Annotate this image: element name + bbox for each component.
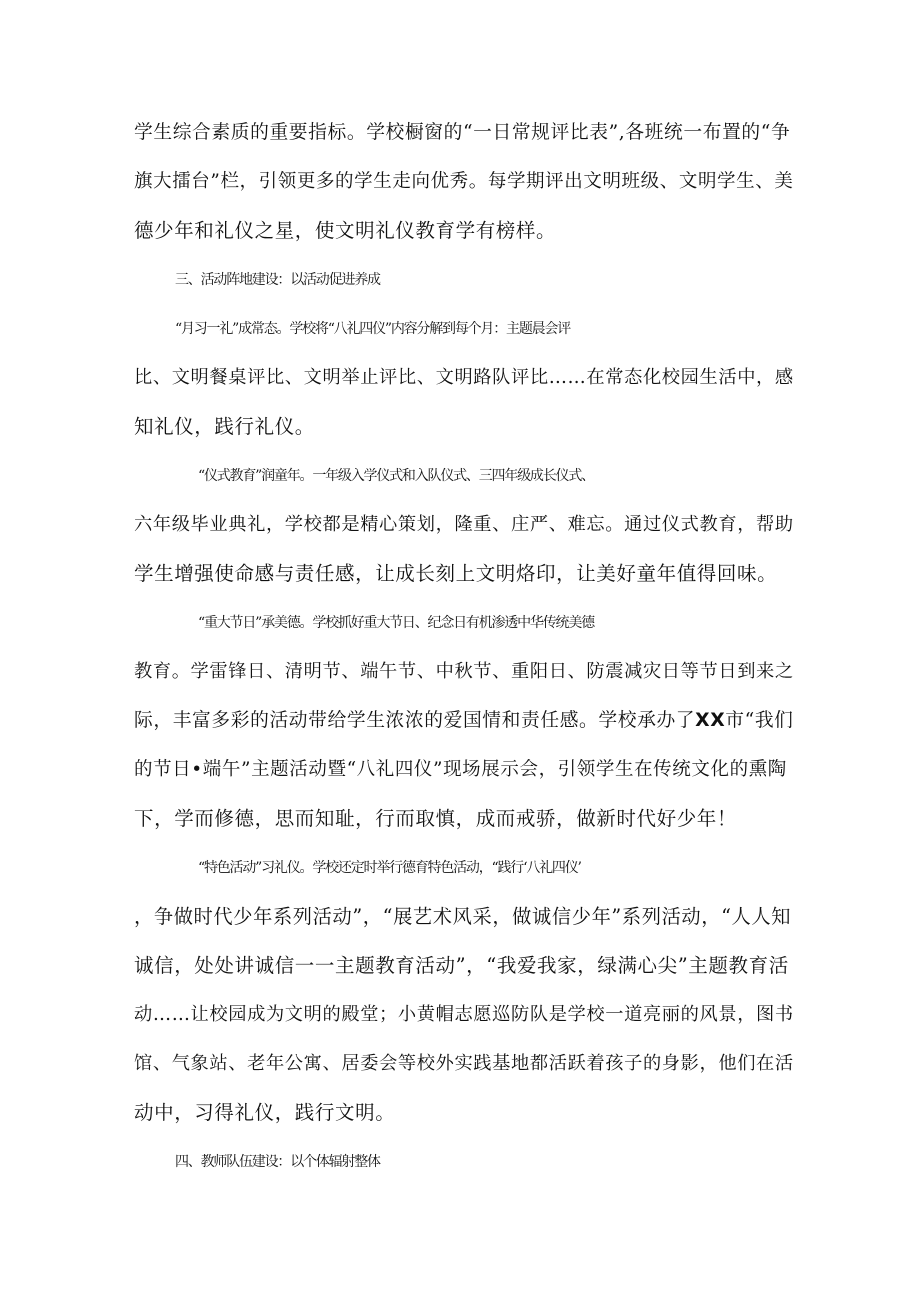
- text-line: 学生综合素质的重要指标。学校橱窗的“一日常规评比表”,各班统一布置的“争: [134, 122, 791, 143]
- text-line: “特色活动”习礼仪。学校还定时举行德育特色活动，“践行‘八礼四仪’: [198, 860, 581, 876]
- text-line: 动……让校园成为文明的殿堂；小黄帽志愿巡防队是学校一道亮丽的风景，图书: [134, 1004, 794, 1025]
- text-line: 知礼仪，践行礼仪。: [134, 415, 315, 438]
- text-line: 动中，习得礼仪，践行文明。: [134, 1101, 396, 1124]
- section-heading-4: 四、教师队伍建设：以个体辐射整体: [175, 1154, 380, 1170]
- text-line: 教育。学雷锋日、清明节、端午节、中秋节、重阳日、防震减灾日等节日到来之: [134, 661, 794, 682]
- text-line: “月习一礼”成常态。学校将“八礼四仪”内容分解到每个月：主题晨会评: [175, 321, 571, 337]
- text-line: 下，学而修德，思而知耻，行而取慎，成而戒骄，做新时代好少年！: [134, 807, 738, 830]
- text-segment: 市“我们: [725, 710, 794, 731]
- section-heading-3: 三、活动阵地建设：以活动促进养成: [175, 272, 380, 288]
- text-line: 德少年和礼仪之星，使文明礼仪教育学有榜样。: [134, 219, 557, 242]
- text-line: 旗大擂台”栏，引领更多的学生走向优秀。每学期评出文明班级、文明学生、美: [134, 171, 794, 192]
- text-line: ，争做时代少年系列活动”，“展艺术风采，做诚信少年”系列活动，“人人知: [134, 905, 792, 928]
- text-line: [134, 709, 794, 733]
- text-line: 学生增强使命感与责任感，让成长刻上文明烙印，让美好童年值得回味。: [134, 562, 778, 585]
- text-line: 诚信，处处讲诚信一一主题教育活动”，“我爱我家，绿满心尖”主题教育活: [134, 954, 789, 977]
- text-line: 的节日•端午”主题活动暨“八礼四仪”现场展示会，引领学生在传统文化的熏陶: [134, 759, 787, 780]
- text-line: “重大节日”承美德。学校抓好重大节日、纪念日有机渗透中华传统美德: [198, 615, 594, 631]
- text-line: “仪式教育”润童年。一年级入学仪式和入队仪式、三四年级成长仪式、: [198, 468, 594, 484]
- text-line: 六年级毕业典礼，学校都是精心策划，隆重、庄严、难忘。通过仪式教育，帮助: [134, 514, 794, 535]
- text-line: 比、文明餐桌评比、文明举止评比、文明路队评比……在常态化校园生活中，感: [134, 367, 794, 388]
- text-line: 馆、气象站、老年公寓、居委会等校外实践基地都活跃着孩子的身影，他们在活: [134, 1053, 794, 1074]
- placeholder-xx: XX: [695, 710, 726, 731]
- text-segment: 际，丰富多彩的活动带给学生浓浓的爱国情和责任感。学校承办了: [134, 710, 696, 731]
